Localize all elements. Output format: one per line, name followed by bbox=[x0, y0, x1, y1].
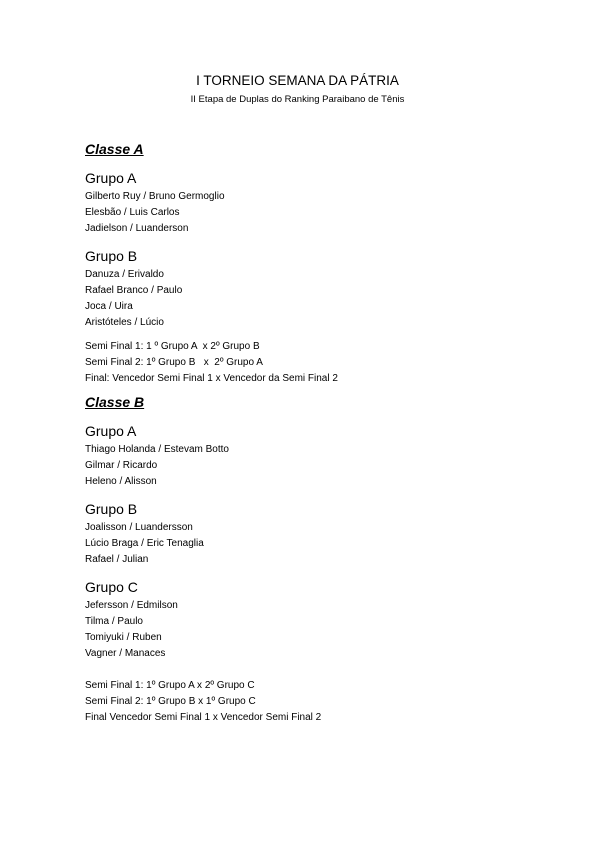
group-title: Grupo A bbox=[85, 423, 137, 439]
group-block bbox=[85, 578, 545, 662]
group-block bbox=[85, 500, 545, 568]
pair-item: Heleno / Alisson bbox=[85, 476, 157, 487]
final-match: Semi Final 2: 1º Grupo B x 1º Grupo C bbox=[85, 696, 256, 707]
pair-item: Tomiyuki / Ruben bbox=[85, 632, 162, 643]
final-match: Final Vencedor Semi Final 1 x Vencedor Semi Final 2 bbox=[85, 712, 322, 723]
document-subtitle: II Etapa de Duplas do Ranking Paraibano de Tênis bbox=[190, 94, 405, 105]
pair-item: Danuza / Erivaldo bbox=[85, 269, 164, 280]
final-match: Final: Vencedor Semi Final 1 x Vencedor da Semi Final 2 bbox=[85, 373, 338, 384]
group-block bbox=[85, 422, 545, 490]
pair-item: Joalisson / Luandersson bbox=[85, 522, 193, 533]
finals-block bbox=[85, 678, 545, 726]
pair-item: Thiago Holanda / Estevam Botto bbox=[85, 444, 229, 455]
pair-item: Vagner / Manaces bbox=[85, 648, 166, 659]
group-title: Grupo C bbox=[85, 579, 138, 595]
classe-heading: Classe B bbox=[85, 394, 145, 410]
pair-item: Aristóteles / Lúcio bbox=[85, 317, 164, 328]
pair-item: Elesbão / Luis Carlos bbox=[85, 207, 180, 218]
group-title: Grupo B bbox=[85, 501, 138, 517]
classe-a-section bbox=[85, 139, 545, 387]
document-title: I TORNEIO SEMANA DA PÁTRIA bbox=[196, 73, 399, 88]
final-match: Semi Final 1: 1 º Grupo A x 2º Grupo B bbox=[85, 341, 260, 352]
pair-item: Rafael / Julian bbox=[85, 554, 149, 565]
document-body bbox=[85, 139, 545, 726]
pair-item: Joca / Uira bbox=[85, 301, 133, 312]
group-block bbox=[85, 169, 545, 237]
pair-item: Gilberto Ruy / Bruno Germoglio bbox=[85, 191, 225, 202]
pair-item: Jadielson / Luanderson bbox=[85, 223, 189, 234]
pair-item: Jefersson / Edmilson bbox=[85, 600, 178, 611]
final-match: Semi Final 2: 1º Grupo B x 2º Grupo A bbox=[85, 357, 263, 368]
finals-block bbox=[85, 339, 545, 387]
classe-b-section bbox=[85, 392, 545, 726]
final-match: Semi Final 1: 1º Grupo A x 2º Grupo C bbox=[85, 680, 255, 691]
classe-heading: Classe A bbox=[85, 141, 144, 157]
pair-item: Gilmar / Ricardo bbox=[85, 460, 158, 471]
pair-item: Tilma / Paulo bbox=[85, 616, 143, 627]
pair-item: Rafael Branco / Paulo bbox=[85, 285, 183, 296]
group-title: Grupo A bbox=[85, 170, 137, 186]
group-title: Grupo B bbox=[85, 248, 138, 264]
pair-item: Lúcio Braga / Eric Tenaglia bbox=[85, 538, 204, 549]
group-block bbox=[85, 247, 545, 331]
